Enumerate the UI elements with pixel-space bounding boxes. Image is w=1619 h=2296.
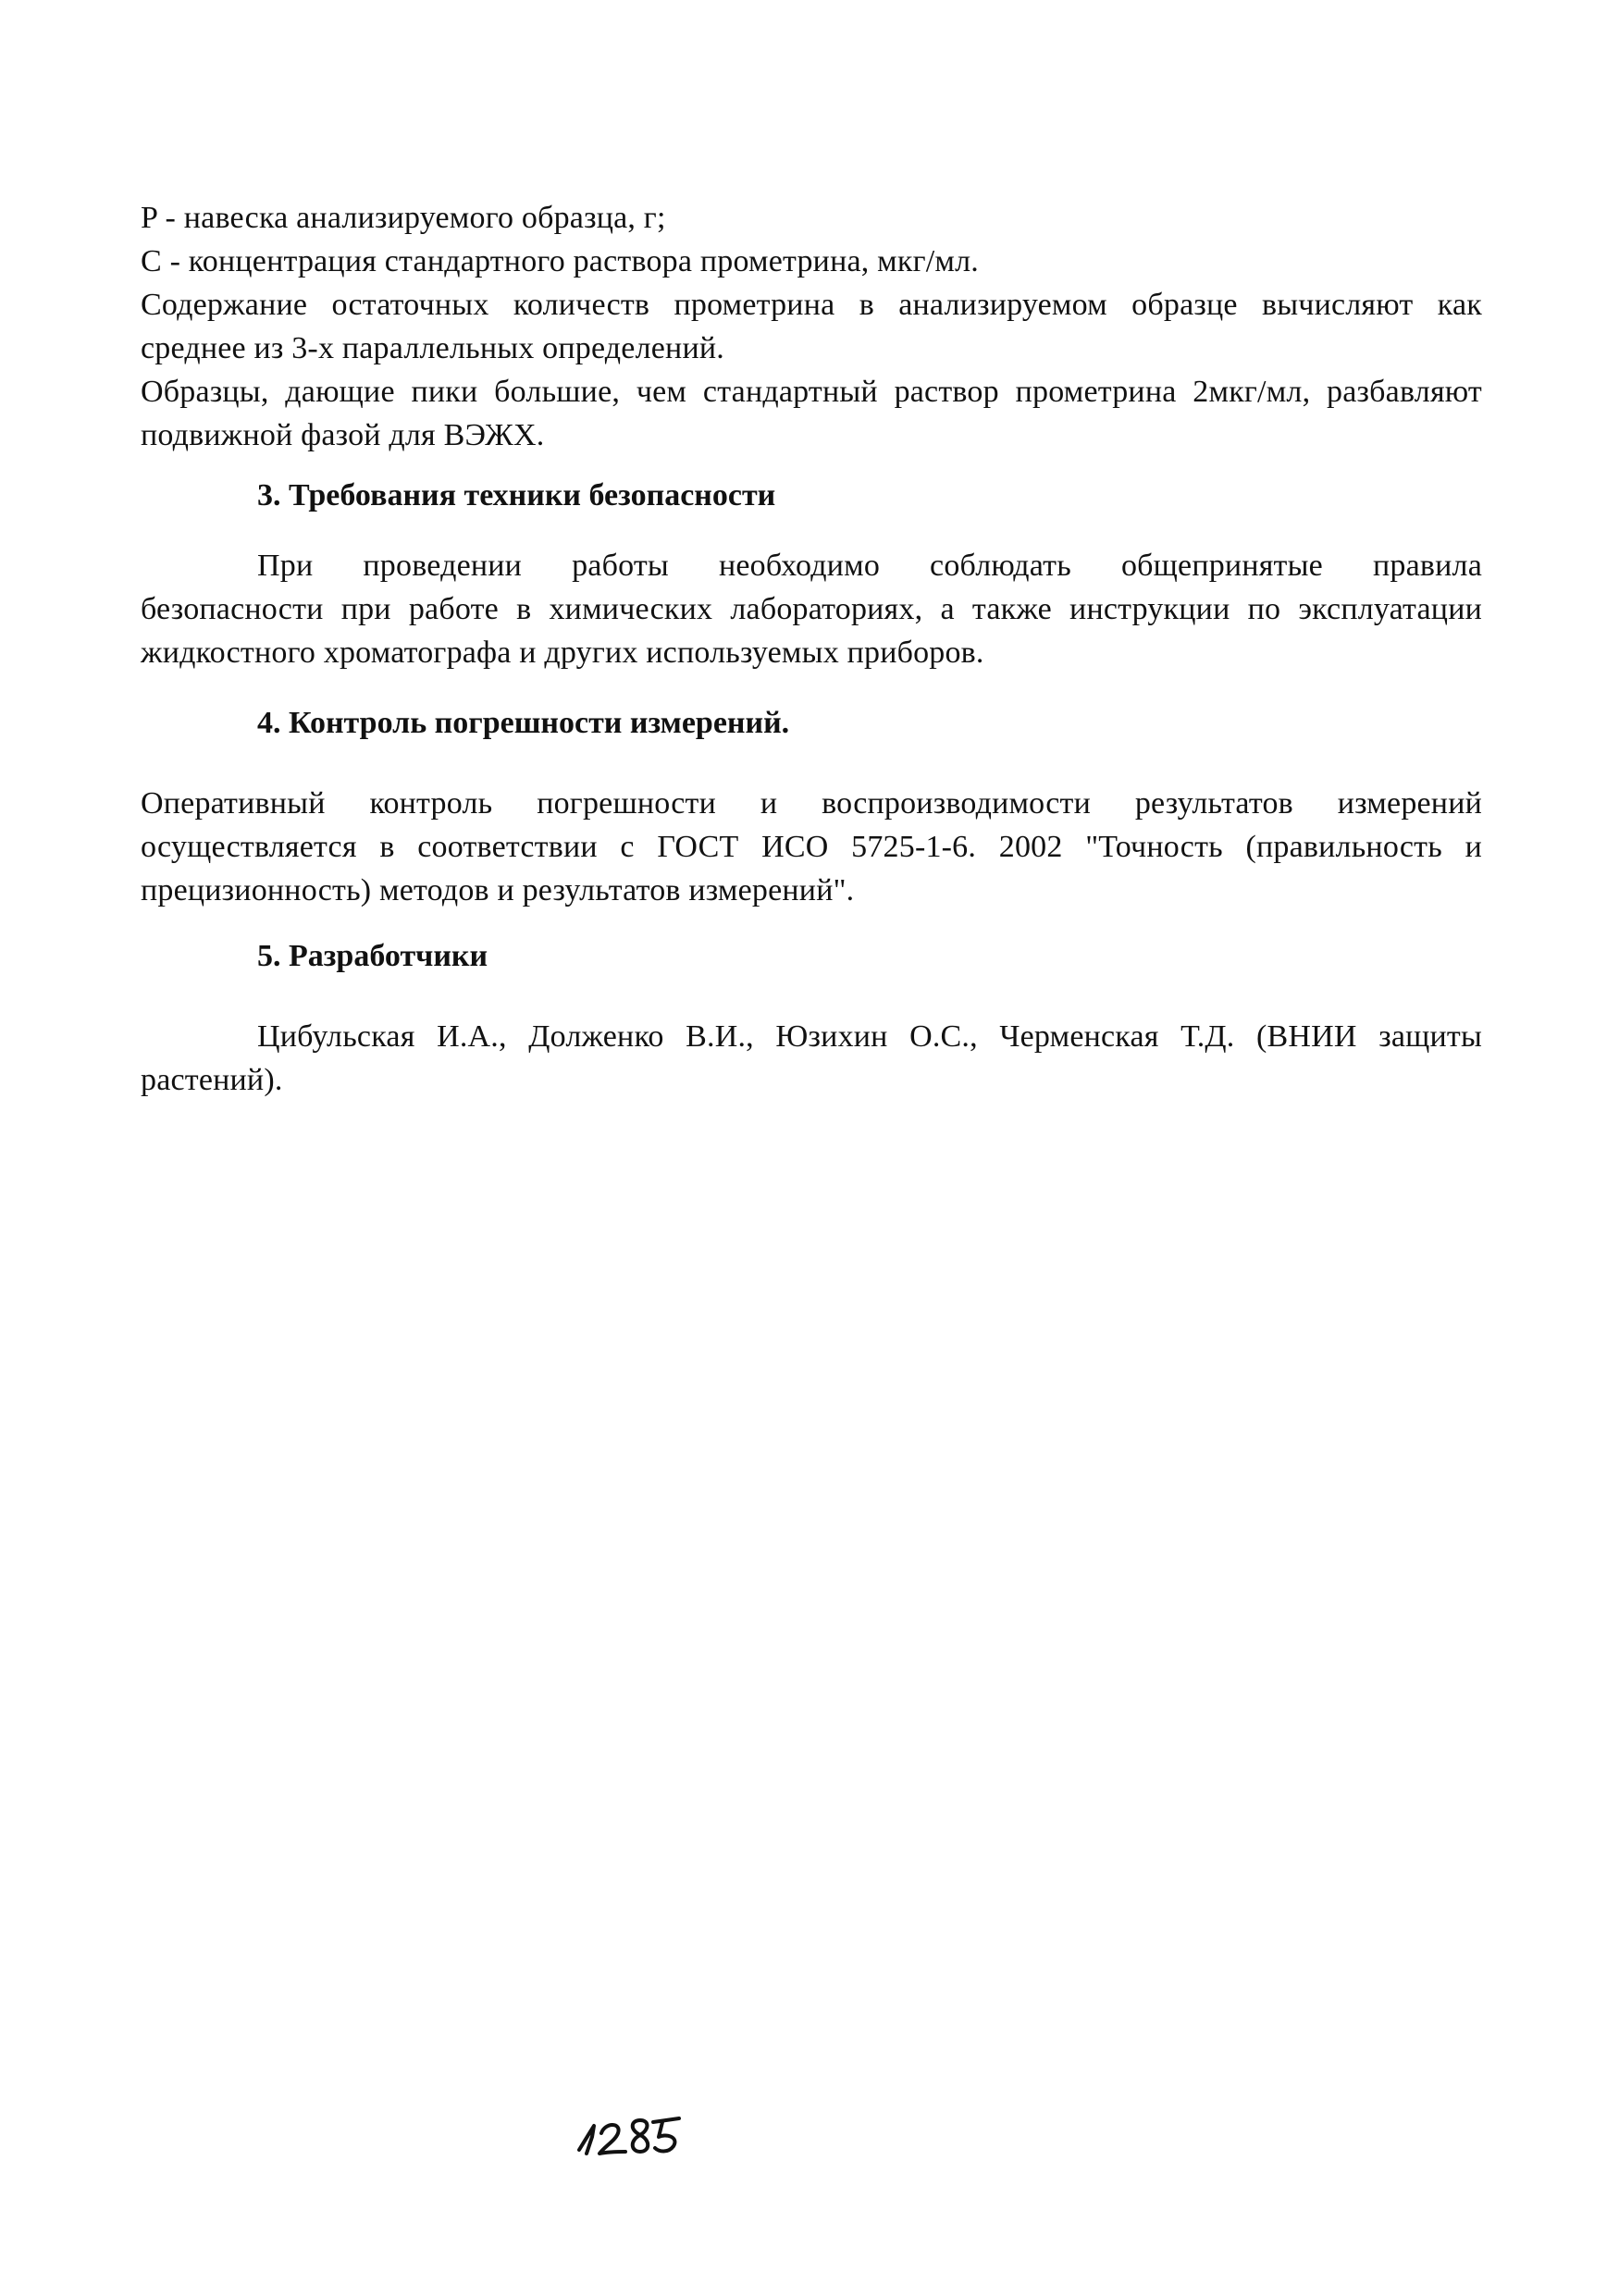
definition-p: P - навеска анализируемого образца, г; [141, 201, 666, 235]
section-4-heading: 4. Контроль погрешности измерений. [257, 706, 790, 740]
section-3-line-2: безопасности при работе в химических лабораториях, а также инструкции по эксплуатации [141, 592, 1482, 626]
content-paragraph-line-2: среднее из 3-х параллельных определений. [141, 331, 724, 365]
section-3-heading: 3. Требования техники безопасности [257, 478, 776, 512]
section-4-line-1: Оперативный контроль погрешности и воспроизводимости результатов измерений [141, 786, 1482, 821]
section-4-line-3: прецизионность) методов и результатов измерений". [141, 873, 855, 907]
section-3-line-1: При проведении работы необходимо соблюдать общепринятые правила [257, 549, 1482, 583]
dilution-paragraph-line-1: Образцы, дающие пики большие, чем стандартный раствор прометрина 2мкг/мл, разбавляют [141, 375, 1482, 409]
dilution-paragraph-line-2: подвижной фазой для ВЭЖХ. [141, 418, 545, 452]
section-4-paragraph [141, 782, 1482, 912]
content-paragraph-line-1: Содержание остаточных количеств прометрина в анализируемом образце вычисляют как [141, 288, 1482, 322]
definitions-block [141, 196, 1482, 457]
section-5-paragraph [141, 1015, 1482, 1102]
section-3-paragraph [141, 544, 1482, 674]
section-4-line-2: осуществляется в соответствии с ГОСТ ИСО 5725-1-6. 2002 "Точность (правильность и [141, 830, 1482, 864]
section-5-line-1: Цибульская И.А., Долженко В.И., Юзихин О.С., Черменская Т.Д. (ВНИИ защиты [257, 1019, 1482, 1054]
handwritten-page-number-graphic [574, 2109, 685, 2165]
definition-c: С - концентрация стандартного раствора прометрина, мкг/мл. [141, 244, 979, 278]
section-5-line-2: растений). [141, 1063, 283, 1097]
section-5-heading: 5. Разработчики [257, 939, 488, 973]
section-3-line-3: жидкостного хроматографа и других используемых приборов. [141, 636, 984, 670]
handwritten-page-number [574, 2109, 685, 2165]
